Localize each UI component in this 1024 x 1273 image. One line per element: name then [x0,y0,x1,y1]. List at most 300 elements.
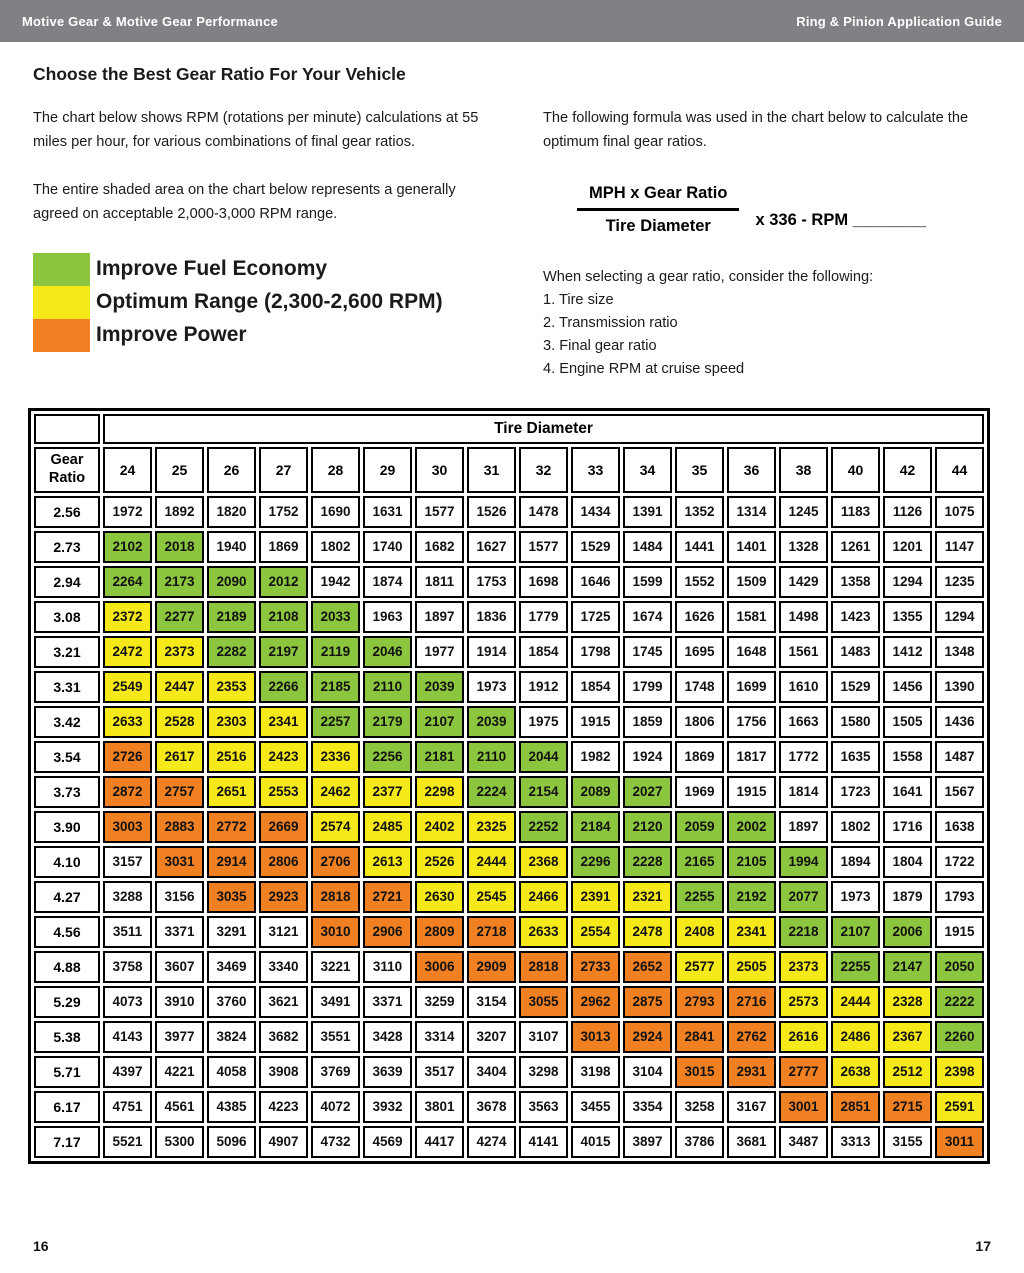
green-swatch [33,253,90,286]
rpm-cell: 2179 [363,706,412,738]
rpm-cell: 3563 [519,1091,568,1123]
rpm-cell: 2298 [415,776,464,808]
gear-ratio-value: 2.73 [34,531,100,563]
rpm-cell: 3207 [467,1021,516,1053]
gear-ratio-value: 2.56 [34,496,100,528]
rpm-cell: 1854 [519,636,568,668]
rpm-cell: 2733 [571,951,620,983]
rpm-cell: 4223 [259,1091,308,1123]
rpm-cell: 2398 [935,1056,984,1088]
rpm-cell: 2257 [311,706,360,738]
rpm-cell: 1529 [831,671,880,703]
rpm-cell: 4015 [571,1126,620,1158]
rpm-cell: 2577 [675,951,724,983]
gear-ratio-value: 7.17 [34,1126,100,1158]
rpm-cell: 2772 [207,811,256,843]
rpm-cell: 3607 [155,951,204,983]
rpm-cell: 4073 [103,986,152,1018]
page-content [0,42,1024,1164]
rpm-cell: 1716 [883,811,932,843]
rpm-cell: 3288 [103,881,152,913]
rpm-cell: 1610 [779,671,828,703]
table-corner-cell [34,414,100,444]
rpm-cell: 2818 [311,881,360,913]
rpm-cell: 1348 [935,636,984,668]
rpm-cell: 2851 [831,1091,880,1123]
rpm-cell: 2353 [207,671,256,703]
rpm-cell: 1854 [571,671,620,703]
consideration-item: 4. Engine RPM at cruise speed [543,361,745,378]
rpm-cell: 3107 [519,1021,568,1053]
rpm-cell: 1328 [779,531,828,563]
rpm-cell: 2716 [727,986,776,1018]
rpm-cell: 2107 [831,916,880,948]
rpm-cell: 2077 [779,881,828,913]
rpm-cell: 1638 [935,811,984,843]
rpm-cell: 2505 [727,951,776,983]
rpm-cell: 2197 [259,636,308,668]
rpm-cell: 2793 [675,986,724,1018]
rpm-cell: 2110 [363,671,412,703]
rpm-cell: 1690 [311,496,360,528]
rpm-cell: 2255 [675,881,724,913]
rpm-cell: 1635 [831,741,880,773]
rpm-cell: 2962 [571,986,620,1018]
rpm-cell: 1915 [935,916,984,948]
rpm-cell: 1358 [831,566,880,598]
rpm-cell: 1975 [519,706,568,738]
rpm-cell: 2046 [363,636,412,668]
rpm-cell: 2616 [779,1021,828,1053]
rpm-cell: 1648 [727,636,776,668]
rpm-cell: 3298 [519,1056,568,1088]
rpm-cell: 2373 [155,636,204,668]
rpm-cell: 2102 [103,531,152,563]
rpm-cell: 2914 [207,846,256,878]
gear-ratio-value: 4.10 [34,846,100,878]
rpm-cell: 1814 [779,776,828,808]
rpm-cell: 2573 [779,986,828,1018]
rpm-cell: 1201 [883,531,932,563]
rpm-cell: 1294 [883,566,932,598]
rpm-cell: 1483 [831,636,880,668]
rpm-cell: 1075 [935,496,984,528]
rpm-cell: 1772 [779,741,828,773]
rpm-cell: 1740 [363,531,412,563]
gear-ratio-value: 4.88 [34,951,100,983]
rpm-cell: 5300 [155,1126,204,1158]
table-row [34,1021,984,1053]
gear-ratio-value: 5.71 [34,1056,100,1088]
rpm-cell: 1698 [519,566,568,598]
rpm-cell: 2181 [415,741,464,773]
table-row [34,601,984,633]
rpm-cell: 4569 [363,1126,412,1158]
rpm-cell: 1487 [935,741,984,773]
gear-ratio-value: 3.08 [34,601,100,633]
rpm-cell: 3371 [155,916,204,948]
rpm-cell: 2336 [311,741,360,773]
rpm-cell: 1436 [935,706,984,738]
rpm-cell: 2875 [623,986,672,1018]
rpm-cell: 1682 [415,531,464,563]
rpm-cell: 2718 [467,916,516,948]
rpm-cell: 2528 [155,706,204,738]
rpm-cell: 2228 [623,846,672,878]
rpm-cell: 4732 [311,1126,360,1158]
rpm-cell: 3015 [675,1056,724,1088]
rpm-cell: 3031 [155,846,204,878]
rpm-cell: 1802 [311,531,360,563]
rpm-cell: 2252 [519,811,568,843]
rpm-cell: 3678 [467,1091,516,1123]
rpm-cell: 3769 [311,1056,360,1088]
rpm-cell: 2108 [259,601,308,633]
rpm-cell: 2192 [727,881,776,913]
rpm-cell: 2296 [571,846,620,878]
rpm-cell: 4274 [467,1126,516,1158]
rpm-cell: 2669 [259,811,308,843]
rpm-cell: 4221 [155,1056,204,1088]
rpm-cell: 2224 [467,776,516,808]
rpm-cell: 1723 [831,776,880,808]
rpm-cell: 1577 [519,531,568,563]
rpm-cell: 2444 [467,846,516,878]
rpm-cell: 2321 [623,881,672,913]
rpm-cell: 1969 [675,776,724,808]
consideration-item: 3. Final gear ratio [543,338,657,355]
rpm-cell: 1126 [883,496,932,528]
rpm-cell: 3455 [571,1091,620,1123]
rpm-cell: 2039 [467,706,516,738]
table-row [34,846,984,878]
rpm-cell: 2591 [935,1091,984,1123]
rpm-cell: 1695 [675,636,724,668]
rpm-cell: 2485 [363,811,412,843]
rpm-cell: 2841 [675,1021,724,1053]
rpm-cell: 1561 [779,636,828,668]
rpm-cell: 2002 [727,811,776,843]
rpm-cell: 1314 [727,496,776,528]
rpm-cell: 1599 [623,566,672,598]
rpm-cell: 3157 [103,846,152,878]
rpm-cell: 1994 [779,846,828,878]
rpm-cell: 3313 [831,1126,880,1158]
table-row [34,951,984,983]
rpm-cell: 1498 [779,601,828,633]
gear-ratio-value: 2.94 [34,566,100,598]
rpm-cell: 2277 [155,601,204,633]
rpm-cell: 2260 [935,1021,984,1053]
rpm-cell: 2154 [519,776,568,808]
formula-fraction [577,184,739,236]
rpm-cell: 3006 [415,951,464,983]
tire-diameter-col-header: 42 [883,447,932,493]
rpm-cell: 2325 [467,811,516,843]
rpm-cell: 2478 [623,916,672,948]
rpm-cell: 1753 [467,566,516,598]
rpm-cell: 3487 [779,1126,828,1158]
rpm-cell: 2341 [727,916,776,948]
rpm-cell: 1552 [675,566,724,598]
legend-label: Improve Fuel Economy [96,257,328,281]
rpm-cell: 2777 [779,1056,828,1088]
table-row [34,776,984,808]
rpm-cell: 4385 [207,1091,256,1123]
rpm-cell: 1699 [727,671,776,703]
rpm-cell: 3404 [467,1056,516,1088]
rpm-cell: 3491 [311,986,360,1018]
rpm-cell: 3621 [259,986,308,1018]
rpm-cell: 1509 [727,566,776,598]
rpm-cell: 1894 [831,846,880,878]
table-row [34,881,984,913]
rpm-cell: 2809 [415,916,464,948]
rpm-cell: 2633 [103,706,152,738]
rpm-cell: 3291 [207,916,256,948]
gear-ratio-value: 6.17 [34,1091,100,1123]
tire-diameter-col-header: 29 [363,447,412,493]
considerations-list [543,266,983,381]
rpm-cell: 2218 [779,916,828,948]
rpm-cell: 1897 [415,601,464,633]
rpm-cell: 1412 [883,636,932,668]
rpm-cell: 2266 [259,671,308,703]
rpm-cell: 1972 [103,496,152,528]
formula-suffix: x 336 - RPM ________ [755,211,927,230]
rpm-cell: 3786 [675,1126,724,1158]
rpm-cell: 2185 [311,671,360,703]
rpm-cell: 2050 [935,951,984,983]
consideration-item: 2. Transmission ratio [543,315,678,332]
rpm-cell: 1752 [259,496,308,528]
rpm-cell: 2444 [831,986,880,1018]
rpm-cell: 2721 [363,881,412,913]
gear-ratio-value: 5.38 [34,1021,100,1053]
rpm-cell: 1423 [831,601,880,633]
rpm-cell: 2613 [363,846,412,878]
table-row [34,916,984,948]
rpm-cell: 2512 [883,1056,932,1088]
tire-diameter-col-header: 30 [415,447,464,493]
rpm-cell: 1924 [623,741,672,773]
rpm-cell: 1147 [935,531,984,563]
rpm-cell: 2423 [259,741,308,773]
rpm-cell: 1879 [883,881,932,913]
formula-denominator: Tire Diameter [605,217,711,236]
rpm-cell: 3977 [155,1021,204,1053]
rpm-cell: 2006 [883,916,932,948]
orange-swatch [33,319,90,352]
rpm-cell: 2303 [207,706,256,738]
rpm-cell: 1756 [727,706,776,738]
gear-ratio-formula [577,184,983,236]
rpm-cell: 2012 [259,566,308,598]
rpm-cell: 1526 [467,496,516,528]
considerations-title: When selecting a gear ratio, consider the following: [543,269,874,286]
rpm-cell: 3121 [259,916,308,948]
rpm-cell: 3110 [363,951,412,983]
page-title: Choose the Best Gear Ratio For Your Vehicle [33,64,406,84]
table-row [34,1126,984,1158]
rpm-cell: 2638 [831,1056,880,1088]
rpm-cell: 1580 [831,706,880,738]
rpm-cell: 2872 [103,776,152,808]
rpm-cell: 2726 [103,741,152,773]
rpm-cell: 2715 [883,1091,932,1123]
rpm-cell: 1793 [935,881,984,913]
gear-ratio-value: 3.21 [34,636,100,668]
rpm-cell: 2402 [415,811,464,843]
rpm-cell: 4417 [415,1126,464,1158]
rpm-cell: 2526 [415,846,464,878]
yellow-swatch [33,286,90,319]
rpm-cell: 1982 [571,741,620,773]
gear-ratio-value: 4.56 [34,916,100,948]
rpm-cell: 2018 [155,531,204,563]
rpm-cell: 2147 [883,951,932,983]
rpm-cell: 1806 [675,706,724,738]
rpm-cell: 2923 [259,881,308,913]
rpm-cell: 1626 [675,601,724,633]
rpm-cell: 5096 [207,1126,256,1158]
rpm-cell: 3758 [103,951,152,983]
table-row [34,531,984,563]
rpm-cell: 2165 [675,846,724,878]
page-number-right: 17 [975,1238,991,1254]
legend-label: Optimum Range (2,300-2,600 RPM) [96,290,443,314]
rpm-cell: 1390 [935,671,984,703]
rpm-cell: 2574 [311,811,360,843]
table-row [34,1056,984,1088]
rpm-cell: 1484 [623,531,672,563]
rpm-cell: 2059 [675,811,724,843]
rpm-cell: 2089 [571,776,620,808]
rpm-cell: 4058 [207,1056,256,1088]
rpm-cell: 2651 [207,776,256,808]
rpm-cell: 3155 [883,1126,932,1158]
rpm-cell: 2264 [103,566,152,598]
rpm-cell: 3932 [363,1091,412,1123]
rpm-cell: 3639 [363,1056,412,1088]
rpm-cell: 2367 [883,1021,932,1053]
gear-ratio-value: 3.90 [34,811,100,843]
rpm-cell: 2883 [155,811,204,843]
rpm-cell: 1631 [363,496,412,528]
rpm-cell: 3340 [259,951,308,983]
tire-diameter-col-header: 28 [311,447,360,493]
table-row [34,986,984,1018]
rpm-cell: 2341 [259,706,308,738]
tire-diameter-col-header: 26 [207,447,256,493]
rpm-cell: 3055 [519,986,568,1018]
rpm-cell: 3010 [311,916,360,948]
rpm-cell: 1817 [727,741,776,773]
rpm-cell: 1235 [935,566,984,598]
rpm-cell: 3511 [103,916,152,948]
rpm-cell: 2033 [311,601,360,633]
tire-diameter-col-header: 33 [571,447,620,493]
rpm-cell: 3551 [311,1021,360,1053]
rpm-cell: 3517 [415,1056,464,1088]
intro-paragraph-2: The entire shaded area on the chart below represents a generally agreed on acceptable 2,000-3,000 RPM range. [33,182,456,222]
rpm-cell: 3371 [363,986,412,1018]
rpm-cell: 1456 [883,671,932,703]
tire-diameter-col-header: 31 [467,447,516,493]
rpm-cell: 4751 [103,1091,152,1123]
rpm-cell: 3760 [207,986,256,1018]
tire-diameter-col-header: 38 [779,447,828,493]
tire-diameter-col-header: 40 [831,447,880,493]
top-banner [0,0,1024,42]
rpm-cell: 4141 [519,1126,568,1158]
rpm-cell: 3154 [467,986,516,1018]
intro-paragraph-1: The chart below shows RPM (rotations per minute) calculations at 55 miles per hour, for various combinations of final gear ratios. [33,110,479,150]
gear-ratio-value: 5.29 [34,986,100,1018]
table-row [34,706,984,738]
tire-diameter-col-header: 34 [623,447,672,493]
table-row [34,636,984,668]
rpm-cell: 2706 [311,846,360,878]
rpm-cell: 4072 [311,1091,360,1123]
rpm-cell: 2757 [155,776,204,808]
legend-item-improve-power [33,319,501,352]
rpm-cell: 2120 [623,811,672,843]
rpm-cell: 5521 [103,1126,152,1158]
rpm-cell: 3469 [207,951,256,983]
rpm-cell: 2368 [519,846,568,878]
rpm-cell: 1802 [831,811,880,843]
rpm-cell: 1529 [571,531,620,563]
rpm-cell: 1183 [831,496,880,528]
rpm-cell: 2107 [415,706,464,738]
rpm-cell: 1748 [675,671,724,703]
rpm-cell: 1977 [415,636,464,668]
legend-label: Improve Power [96,323,247,347]
legend-item-optimum-range [33,286,501,319]
rpm-cell: 1915 [571,706,620,738]
rpm-cell: 2762 [727,1021,776,1053]
rpm-cell: 2554 [571,916,620,948]
rpm-cell: 2222 [935,986,984,1018]
rpm-cell: 2119 [311,636,360,668]
rpm-cell: 3428 [363,1021,412,1053]
rpm-cell: 3910 [155,986,204,1018]
table-row [34,566,984,598]
banner-right-title: Ring & Pinion Application Guide [796,13,1002,29]
rpm-cell: 1663 [779,706,828,738]
rpm-cell: 1811 [415,566,464,598]
table-row [34,811,984,843]
rpm-cell: 1567 [935,776,984,808]
rpm-cell: 1352 [675,496,724,528]
rpm-cell: 4561 [155,1091,204,1123]
rpm-cell: 2255 [831,951,880,983]
rpm-cell: 1401 [727,531,776,563]
tire-diameter-col-header: 24 [103,447,152,493]
table-row [34,496,984,528]
color-legend [33,253,501,352]
rpm-cell: 3259 [415,986,464,1018]
rpm-cell: 1429 [779,566,828,598]
rpm-cell: 1836 [467,601,516,633]
rpm-cell: 1577 [415,496,464,528]
rpm-cell: 1912 [519,671,568,703]
rpm-cell: 1245 [779,496,828,528]
rpm-cell: 1294 [935,601,984,633]
rpm-cell: 2906 [363,916,412,948]
rpm-cell: 2909 [467,951,516,983]
